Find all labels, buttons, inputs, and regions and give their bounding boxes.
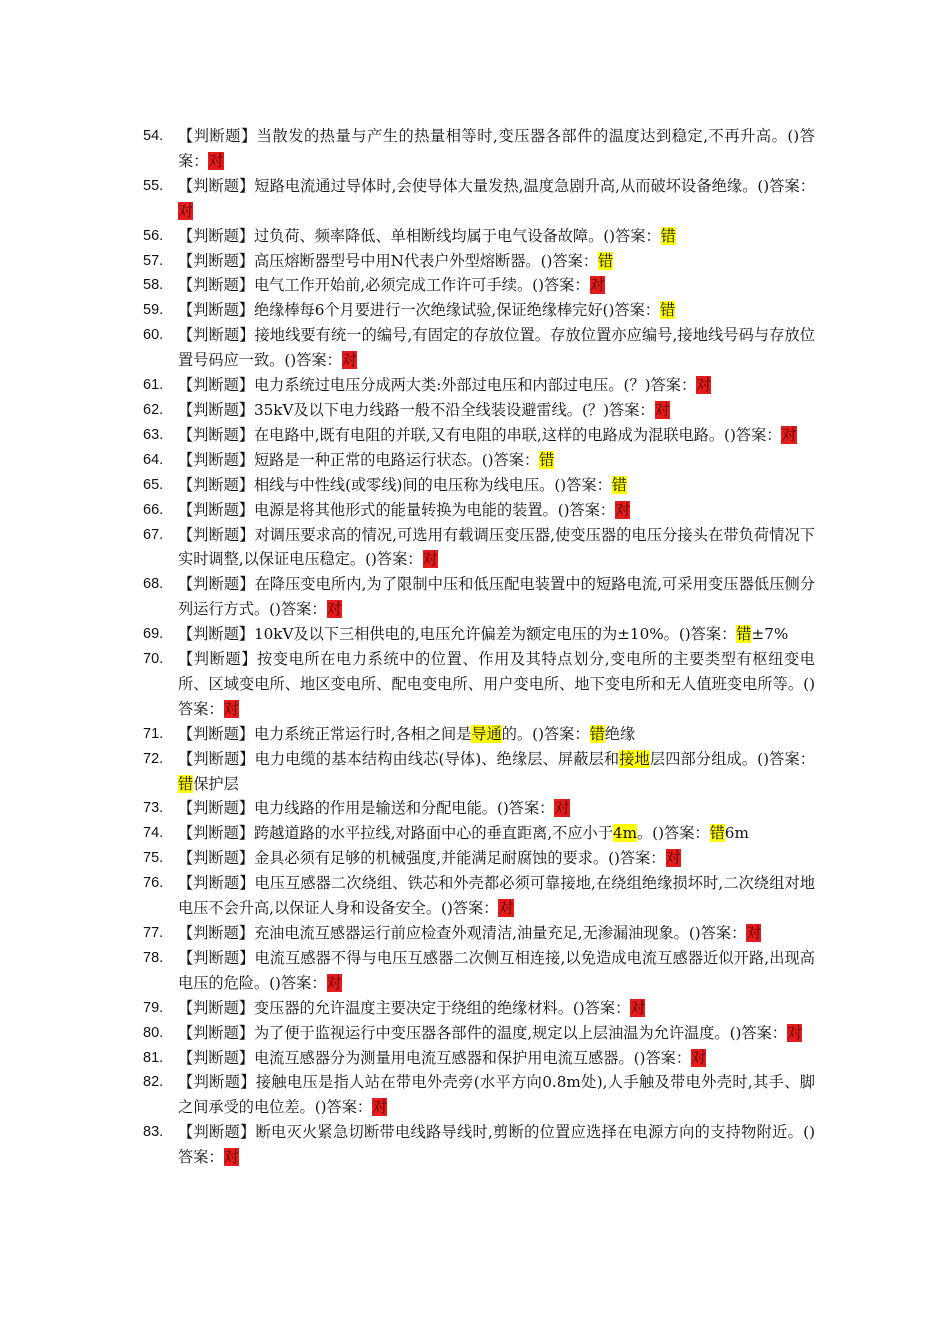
question-number: 82. bbox=[143, 1074, 164, 1091]
question-number: 62. bbox=[143, 401, 164, 418]
answer-badge: 错 bbox=[709, 824, 725, 843]
question-text: 【判断题】短路电流通过导体时,会使导体大量发热,温度急剧升高,从而破坏设备绝缘。()答案： bbox=[178, 176, 815, 195]
answer-badge: 对 bbox=[696, 376, 712, 395]
question-item bbox=[143, 821, 815, 846]
question-text: 【判断题】电压互感器二次绕组、铁芯和外壳都必须可靠接地,在绕组绝缘损坏时,二次绕组对地电压不会升高,以保证人身和设备安全。()答案： bbox=[178, 874, 815, 918]
answer-badge: 对 bbox=[554, 799, 570, 818]
question-text: 【判断题】变压器的允许温度主要决定于绕组的绝缘材料。()答案： bbox=[178, 998, 631, 1017]
question-text: 【判断题】过负荷、频率降低、单相断线均属于电气设备故障。()答案： bbox=[178, 226, 661, 245]
question-text: 【判断题】电流互感器不得与电压互感器二次侧互相连接,以免造成电流互感器近似开路,出现高电压的危险。()答案： bbox=[178, 948, 815, 992]
question-item bbox=[143, 473, 815, 498]
question-text-after: 。()答案： bbox=[636, 824, 710, 843]
question-text-after: 的。()答案： bbox=[501, 724, 590, 743]
question-body bbox=[178, 473, 815, 498]
question-number: 73. bbox=[143, 800, 164, 817]
answer-badge: 对 bbox=[630, 998, 646, 1017]
question-number: 83. bbox=[143, 1124, 164, 1141]
question-item bbox=[143, 647, 815, 722]
question-number: 57. bbox=[143, 252, 164, 269]
question-number: 78. bbox=[143, 949, 164, 966]
question-item bbox=[143, 946, 815, 996]
question-number: 64. bbox=[143, 451, 164, 468]
question-number: 63. bbox=[143, 426, 164, 443]
question-text: 【判断题】为了便于监视运行中变压器各部件的温度,规定以上层油温为允许温度。()答案： bbox=[178, 1023, 787, 1042]
question-item bbox=[143, 572, 815, 622]
question-text: 【判断题】电力系统过电压分成两大类:外部过电压和内部过电压。(？)答案： bbox=[178, 376, 697, 395]
question-text: 【判断题】10kV及以下三相供电的,电压允许偏差为额定电压的为±10%。()答案： bbox=[178, 625, 737, 644]
question-number: 65. bbox=[143, 476, 164, 493]
answer-badge: 错 bbox=[539, 450, 555, 469]
question-item bbox=[143, 124, 815, 174]
question-body bbox=[178, 921, 815, 946]
question-number: 77. bbox=[143, 925, 164, 941]
question-text: 【判断题】电气工作开始前,必须完成工作许可手续。()答案： bbox=[178, 276, 590, 295]
question-number: 74. bbox=[143, 825, 164, 842]
question-body bbox=[178, 249, 815, 274]
question-item bbox=[143, 498, 815, 523]
question-item bbox=[143, 1120, 815, 1170]
question-text: 【判断题】在电路中,既有电阻的并联,又有电阻的串联,这样的电路成为混联电路。()答案： bbox=[178, 425, 782, 444]
answer-badge: 对 bbox=[422, 550, 438, 569]
answer-badge: 对 bbox=[372, 1098, 388, 1117]
question-number: 59. bbox=[143, 302, 164, 319]
question-item bbox=[143, 622, 815, 647]
answer-badge: 错 bbox=[736, 625, 752, 644]
question-number: 56. bbox=[143, 227, 164, 244]
answer-badge: 对 bbox=[615, 500, 631, 519]
question-item bbox=[143, 523, 815, 573]
question-item bbox=[143, 996, 815, 1021]
question-number: 67. bbox=[143, 526, 164, 543]
question-body bbox=[178, 298, 815, 323]
question-text: 【判断题】相线与中性线(或零线)间的电压称为线电压。()答案： bbox=[178, 475, 612, 494]
question-body bbox=[178, 523, 815, 573]
question-item bbox=[143, 174, 815, 224]
question-number: 55. bbox=[143, 177, 164, 194]
question-item bbox=[143, 871, 815, 921]
question-text: 【判断题】短路是一种正常的电路运行状态。()答案： bbox=[178, 450, 540, 469]
question-text: 【判断题】高压熔断器型号中用N代表户外型熔断器。()答案： bbox=[178, 251, 599, 270]
question-number: 71. bbox=[143, 725, 164, 742]
question-body bbox=[178, 747, 815, 797]
answer-badge: 对 bbox=[654, 400, 670, 419]
answer-note: 6m bbox=[724, 824, 749, 843]
question-item bbox=[143, 722, 815, 747]
question-item bbox=[143, 1046, 815, 1071]
question-text: 【判断题】35kV及以下电力线路一般不沿全线装设避雷线。(？)答案： bbox=[178, 400, 655, 419]
answer-badge: 对 bbox=[326, 600, 342, 619]
question-body bbox=[178, 174, 815, 224]
question-text: 【判断题】金具必须有足够的机械强度,并能满足耐腐蚀的要求。()答案： bbox=[178, 849, 666, 868]
answer-badge: 对 bbox=[341, 351, 357, 370]
highlighted-term: 导通 bbox=[471, 724, 502, 743]
question-number: 61. bbox=[143, 377, 164, 394]
question-body bbox=[178, 1120, 815, 1170]
question-item bbox=[143, 747, 815, 797]
question-body bbox=[178, 946, 815, 996]
answer-badge: 对 bbox=[746, 924, 762, 942]
question-body bbox=[178, 448, 815, 473]
question-body bbox=[178, 373, 815, 398]
answer-badge: 错 bbox=[659, 301, 676, 320]
question-text-before: 【判断题】跨越道路的水平拉线,对路面中心的垂直距离,不应小于 bbox=[178, 824, 613, 843]
question-number: 69. bbox=[143, 626, 164, 643]
answer-badge: 对 bbox=[691, 1048, 707, 1067]
answer-badge: 对 bbox=[589, 276, 605, 295]
question-item bbox=[143, 846, 815, 871]
question-text: 【判断题】接触电压是指人站在带电外壳旁(水平方向0.8m处),人手触及带电外壳时,其手、脚之间承受的电位差。()答案： bbox=[178, 1073, 815, 1117]
question-item bbox=[143, 323, 815, 373]
answer-note: 绝缘 bbox=[604, 724, 636, 743]
question-item bbox=[143, 1070, 815, 1120]
question-number: 75. bbox=[143, 850, 164, 867]
question-body bbox=[178, 572, 815, 622]
question-item bbox=[143, 398, 815, 423]
question-number: 68. bbox=[143, 576, 164, 593]
question-number: 60. bbox=[143, 327, 164, 344]
question-text: 【判断题】绝缘棒每6个月要进行一次绝缘试验,保证绝缘棒完好()答案： bbox=[178, 301, 660, 320]
question-number: 54. bbox=[143, 128, 164, 144]
answer-badge: 对 bbox=[223, 699, 239, 718]
question-body bbox=[178, 796, 815, 821]
answer-badge: 错 bbox=[598, 251, 614, 270]
highlighted-term: 接地 bbox=[619, 749, 650, 768]
question-item bbox=[143, 423, 815, 448]
question-body bbox=[178, 821, 815, 846]
question-item bbox=[143, 273, 815, 298]
question-number: 76. bbox=[143, 875, 164, 892]
question-item bbox=[143, 921, 815, 946]
answer-badge: 错 bbox=[178, 774, 194, 793]
question-list bbox=[143, 124, 815, 1170]
answer-note: ±7% bbox=[751, 625, 789, 644]
question-text: 【判断题】电源是将其他形式的能量转换为电能的装置。()答案： bbox=[178, 500, 616, 519]
question-body bbox=[178, 323, 815, 373]
answer-badge: 对 bbox=[498, 899, 514, 918]
question-body bbox=[178, 224, 815, 249]
question-text: 【判断题】接地线要有统一的编号,有固定的存放位置。存放位置亦应编号,接地线号码与存放位置号码应一致。()答案： bbox=[178, 326, 815, 370]
question-body bbox=[178, 1046, 815, 1071]
question-text-before: 【判断题】电力系统正常运行时,各相之间是 bbox=[178, 724, 472, 743]
question-body bbox=[178, 498, 815, 523]
question-number: 66. bbox=[143, 501, 164, 518]
question-body bbox=[178, 996, 815, 1021]
question-text: 【判断题】在降压变电所内,为了限制中压和低压配电装置中的短路电流,可采用变压器低压侧分列运行方式。()答案： bbox=[178, 575, 815, 619]
question-body bbox=[178, 1021, 815, 1046]
question-body bbox=[178, 273, 815, 298]
question-text-before: 【判断题】电力电缆的基本结构由线芯(导体)、绝缘层、屏蔽层和 bbox=[178, 749, 620, 768]
answer-badge: 错 bbox=[611, 475, 627, 494]
answer-badge: 对 bbox=[326, 973, 342, 992]
question-item bbox=[143, 373, 815, 398]
question-body bbox=[178, 1070, 815, 1120]
question-item bbox=[143, 249, 815, 274]
question-number: 81. bbox=[143, 1049, 164, 1066]
question-body bbox=[178, 398, 815, 423]
question-number: 58. bbox=[143, 277, 164, 294]
question-text: 【判断题】对调压要求高的情况,可选用有载调压变压器,使变压器的电压分接头在带负荷情况下实时调整,以保证电压稳定。()答案： bbox=[178, 525, 815, 569]
question-number: 80. bbox=[143, 1024, 164, 1041]
answer-badge: 错 bbox=[589, 724, 605, 743]
question-number: 72. bbox=[143, 750, 164, 767]
question-body bbox=[178, 647, 815, 722]
answer-badge: 对 bbox=[208, 151, 224, 170]
question-number: 70. bbox=[143, 651, 164, 668]
question-item bbox=[143, 796, 815, 821]
question-body bbox=[178, 871, 815, 921]
question-text: 【判断题】电力线路的作用是输送和分配电能。()答案： bbox=[178, 799, 555, 818]
question-text-after: 层四部分组成。()答案： bbox=[649, 749, 815, 768]
question-body bbox=[178, 846, 815, 871]
answer-badge: 对 bbox=[665, 849, 681, 868]
question-item bbox=[143, 224, 815, 249]
highlighted-term: 4m bbox=[612, 824, 637, 843]
question-item bbox=[143, 298, 815, 323]
answer-badge: 对 bbox=[178, 201, 194, 220]
answer-badge: 错 bbox=[660, 226, 676, 245]
answer-badge: 对 bbox=[781, 425, 797, 444]
question-item bbox=[143, 1021, 815, 1046]
question-number: 79. bbox=[143, 999, 164, 1016]
question-item bbox=[143, 448, 815, 473]
answer-note: 保护层 bbox=[193, 774, 239, 793]
answer-badge: 对 bbox=[223, 1148, 239, 1167]
question-body bbox=[178, 423, 815, 448]
question-body bbox=[178, 124, 815, 174]
question-text: 【判断题】充油电流互感器运行前应检查外观清洁,油量充足,无渗漏油现象。()答案： bbox=[178, 924, 747, 942]
question-body bbox=[178, 622, 815, 647]
question-text: 【判断题】电流互感器分为测量用电流互感器和保护用电流互感器。()答案： bbox=[178, 1048, 692, 1067]
question-text: 【判断题】断电灭火紧急切断带电线路导线时,剪断的位置应选择在电源方向的支持物附近。()答案： bbox=[178, 1123, 815, 1167]
question-text: 【判断题】当散发的热量与产生的热量相等时,变压器各部件的温度达到稳定,不再升高。()答案： bbox=[178, 127, 815, 170]
question-text: 【判断题】按变电所在电力系统中的位置、作用及其特点划分,变电所的主要类型有枢纽变电所、区域变电所、地区变电所、配电变电所、用户变电所、地下变电所和无人值班变电所等。()答案： bbox=[178, 650, 815, 718]
answer-badge: 对 bbox=[787, 1023, 803, 1042]
question-body bbox=[178, 722, 815, 747]
